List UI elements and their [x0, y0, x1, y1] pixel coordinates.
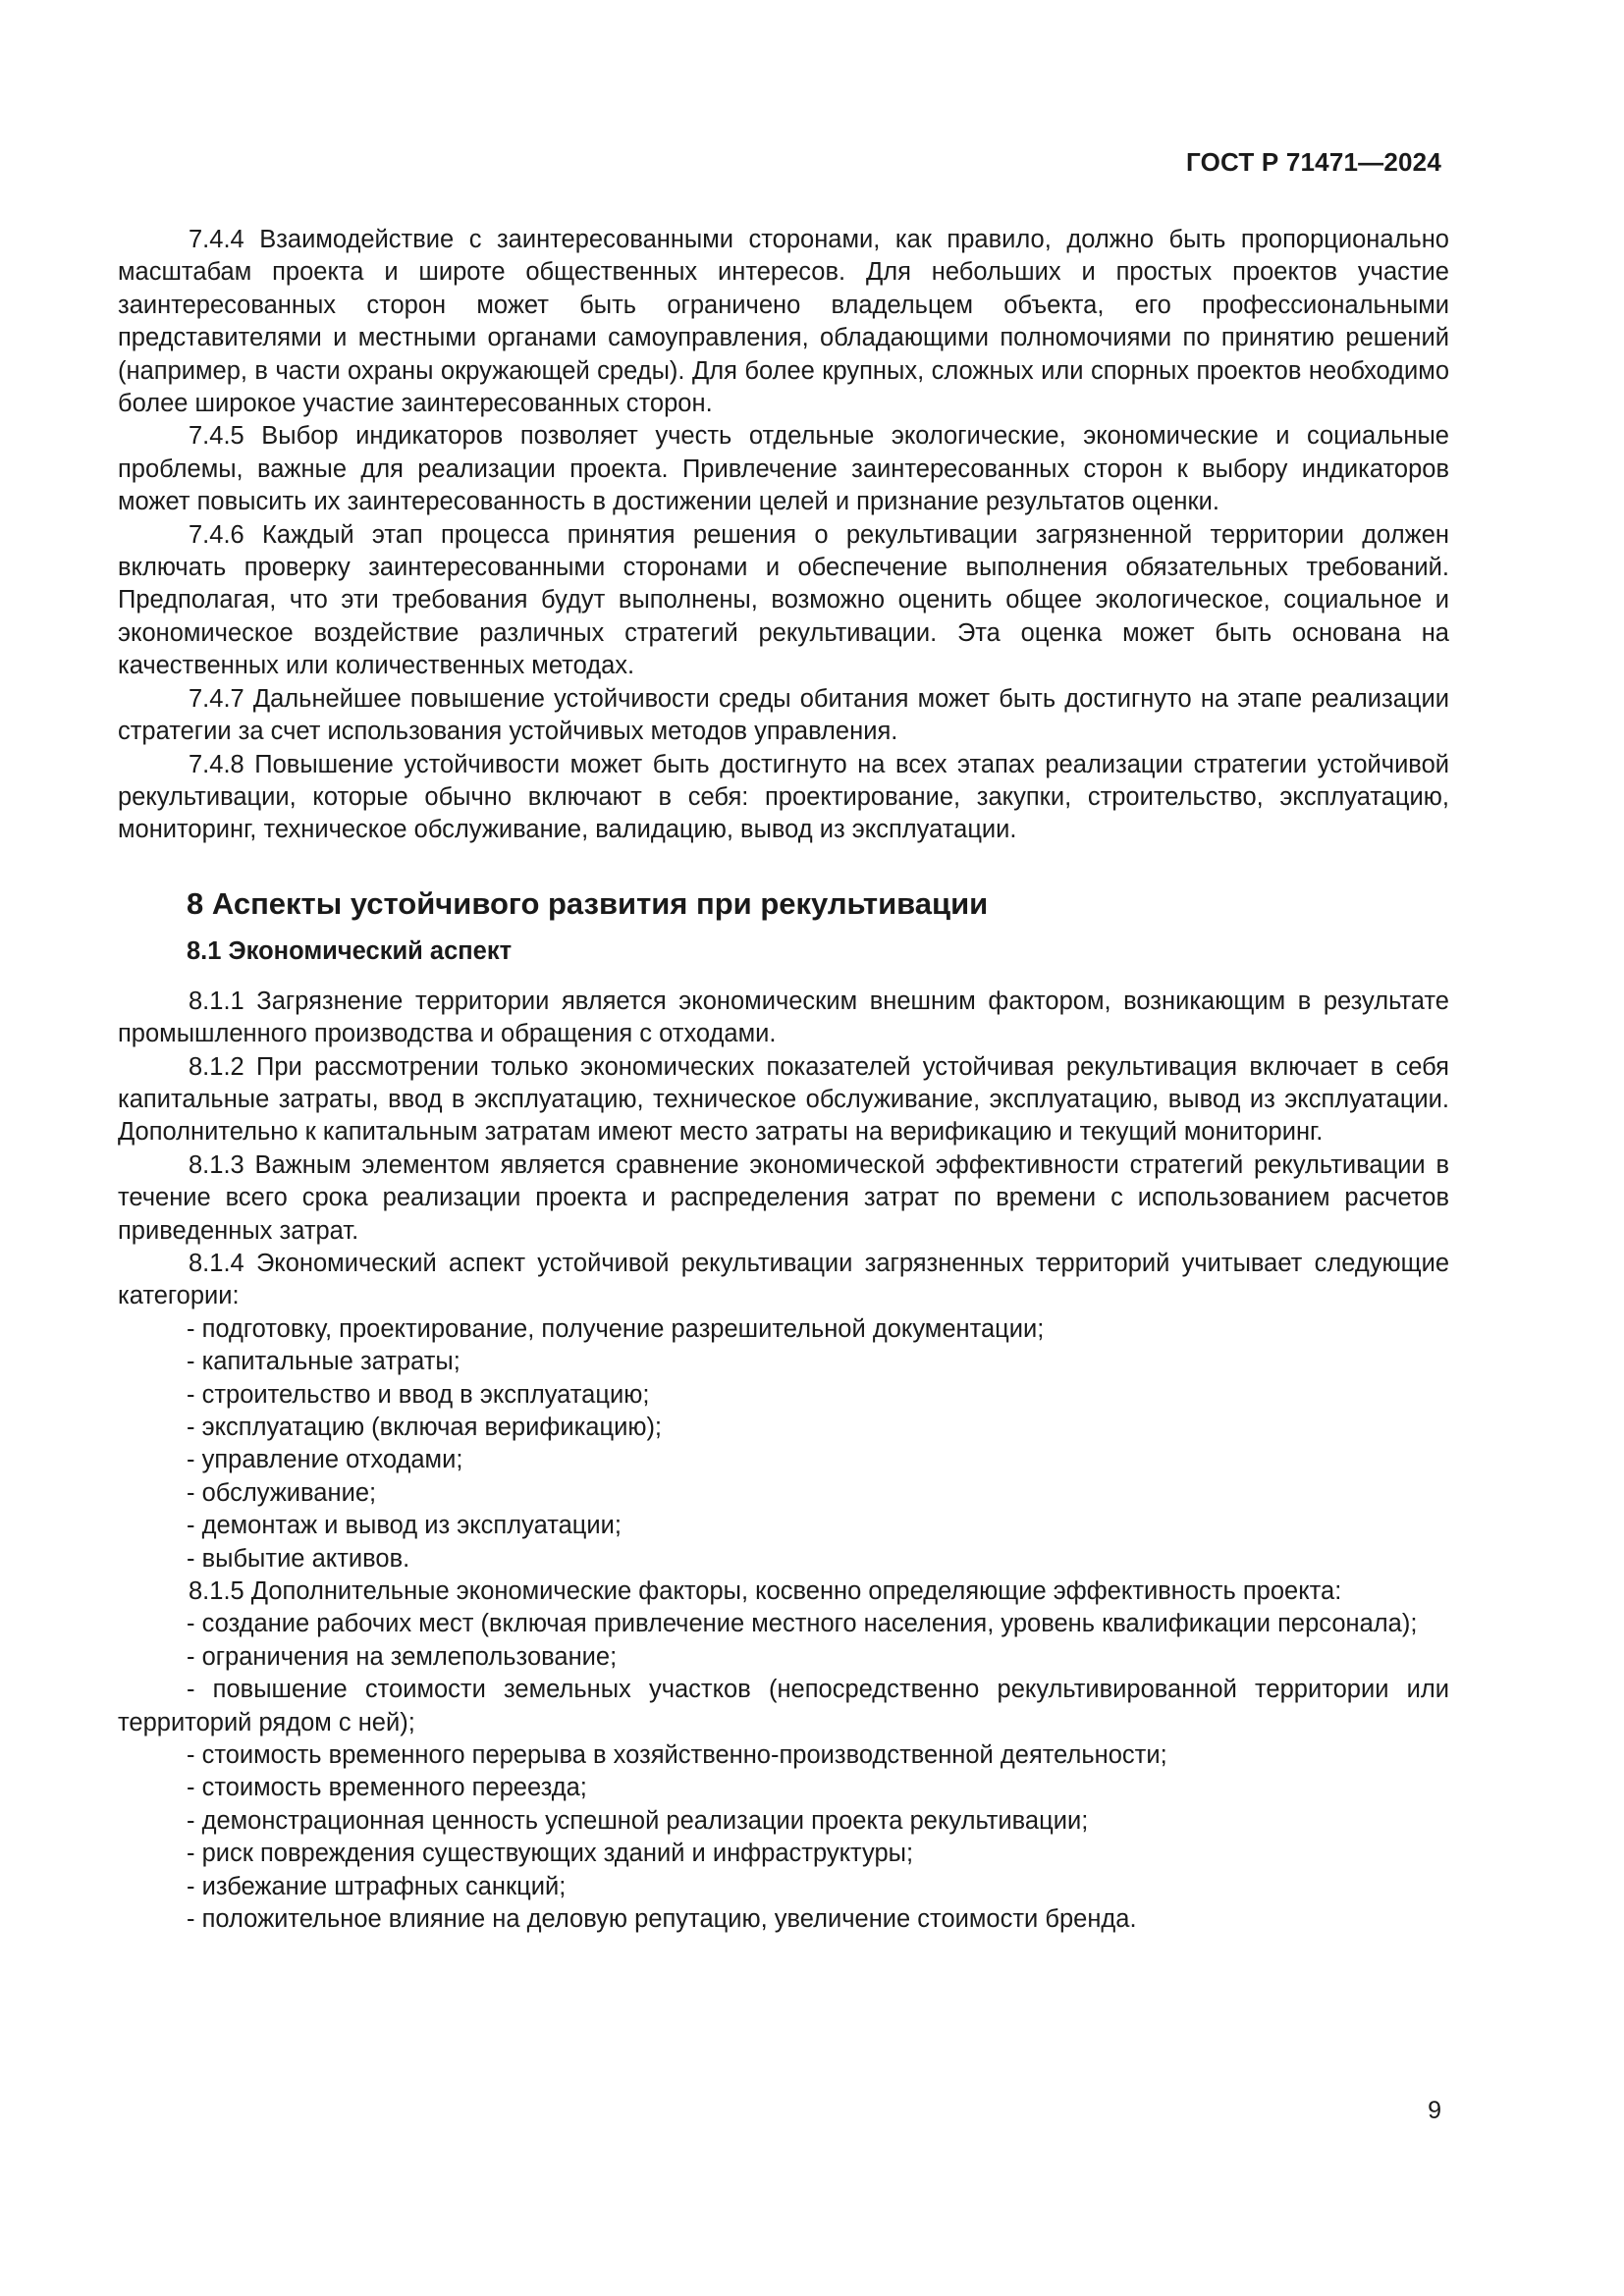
- clause-8-1-1: 8.1.1 Загрязнение территории является экономическим внешним фактором, возникающим в результате промышленного производства и обращения с отходами.: [118, 987, 1449, 1048]
- page-number: 9: [1428, 2097, 1441, 2124]
- list-item: - положительное влияние на деловую репутацию, увеличение стоимости бренда.: [187, 1905, 1137, 1934]
- list-item: - капитальные затраты;: [187, 1348, 460, 1376]
- page-body: [118, 224, 1449, 1937]
- clause-7-4-4: 7.4.4 Взаимодействие с заинтересованными сторонами, как правило, должно быть пропорционально масштабам проекта и широте общественных интересов. Для небольших и простых проектов участие заинтересованных сторон может быть ограничено владельцем объекта, его профессиональными представителями и местными органами самоуправления, обладающими полномочиями по принятию решений (например, в части охраны окружающей среды). Для более крупных, сложных или спорных проектов необходимо более широкое участие заинтересованных сторон.: [118, 226, 1449, 418]
- list-item: - эксплуатацию (включая верификацию);: [187, 1414, 663, 1441]
- list-item: - ограничения на землепользование;: [187, 1642, 618, 1671]
- list-item: - стоимость временного переезда;: [187, 1774, 587, 1802]
- clause-7-4-7: 7.4.7 Дальнейшее повышение устойчивости среды обитания может быть достигнуто на этапе реализации стратегии за счет использования устойчивых методов управления.: [118, 684, 1449, 746]
- subsection-heading-8-1: 8.1 Экономический аспект: [187, 936, 513, 965]
- standard-designation: ГОСТ Р 71471—2024: [1186, 147, 1441, 177]
- list-item: - демонстрационная ценность успешной реализации проекта рекультивации;: [187, 1806, 1089, 1835]
- clause-8-1-5: 8.1.5 Дополнительные экономические факторы, косвенно определяющие эффективность проекта:: [189, 1577, 1342, 1606]
- clause-8-1-2: 8.1.2 При рассмотрении только экономических показателей устойчивая рекультивация включает в себя капитальные затраты, ввод в эксплуатацию, техническое обслуживание, эксплуатацию, вывод из эксплуатации. Дополнительно к капитальным затратам имеют место затраты на верификацию и текущий мониторинг.: [118, 1052, 1449, 1147]
- clause-8-1-4: 8.1.4 Экономический аспект устойчивой рекультивации загрязненных территорий учитывает следующие категории:: [118, 1249, 1449, 1310]
- list-item: - строительство и ввод в эксплуатацию;: [187, 1380, 650, 1409]
- list-item: - избежание штрафных санкций;: [187, 1872, 567, 1900]
- list-item: - стоимость временного перерыва в хозяйственно-производственной деятельности;: [187, 1741, 1167, 1770]
- list-item: - выбытие активов.: [187, 1544, 410, 1573]
- list-item: - управление отходами;: [187, 1446, 463, 1474]
- clause-8-1-3: 8.1.3 Важным элементом является сравнение экономической эффективности стратегий рекультивации в течение всего срока реализации проекта и распределения затрат по времени с использованием расчетов приведенных затрат.: [118, 1150, 1449, 1245]
- list-item: - демонтаж и вывод из эксплуатации;: [187, 1512, 622, 1540]
- clause-7-4-5: 7.4.5 Выбор индикаторов позволяет учесть отдельные экологические, экономические и социальные проблемы, важные для реализации проекта. Привлечение заинтересованных сторон к выбору индикаторов может повысить их заинтересованность в достижении целей и признание результатов оценки.: [118, 422, 1449, 516]
- list-item: - создание рабочих мест (включая привлечение местного населения, уровень квалификации персонала);: [187, 1610, 1418, 1638]
- list-item: - риск повреждения существующих зданий и инфраструктуры;: [187, 1840, 914, 1868]
- list-item: - обслуживание;: [187, 1478, 377, 1507]
- clause-7-4-6: 7.4.6 Каждый этап процесса принятия решения о рекультивации загрязненной территории должен включать проверку заинтересованными сторонами и обеспечение выполнения обязательных требований. Предполагая, что эти требования будут выполнены, возможно оценить общее экологическое, социальное и экономическое воздействие различных стратегий рекультивации. Эта оценка может быть основана на качественных или количественных методах.: [118, 520, 1449, 680]
- list-item: - повышение стоимости земельных участков (непосредственно рекультивированной территории или территорий рядом с ней);: [118, 1676, 1449, 1736]
- section-heading-8: 8 Аспекты устойчивого развития при рекультивации: [187, 885, 989, 921]
- clause-7-4-8: 7.4.8 Повышение устойчивости может быть достигнуто на всех этапах реализации стратегии устойчивой рекультивации, которые обычно включают в себя: проектирование, закупки, строительство, эксплуатацию, мониторинг, техническое обслуживание, валидацию, вывод из эксплуатации.: [118, 750, 1449, 844]
- list-item: - подготовку, проектирование, получение разрешительной документации;: [187, 1314, 1045, 1343]
